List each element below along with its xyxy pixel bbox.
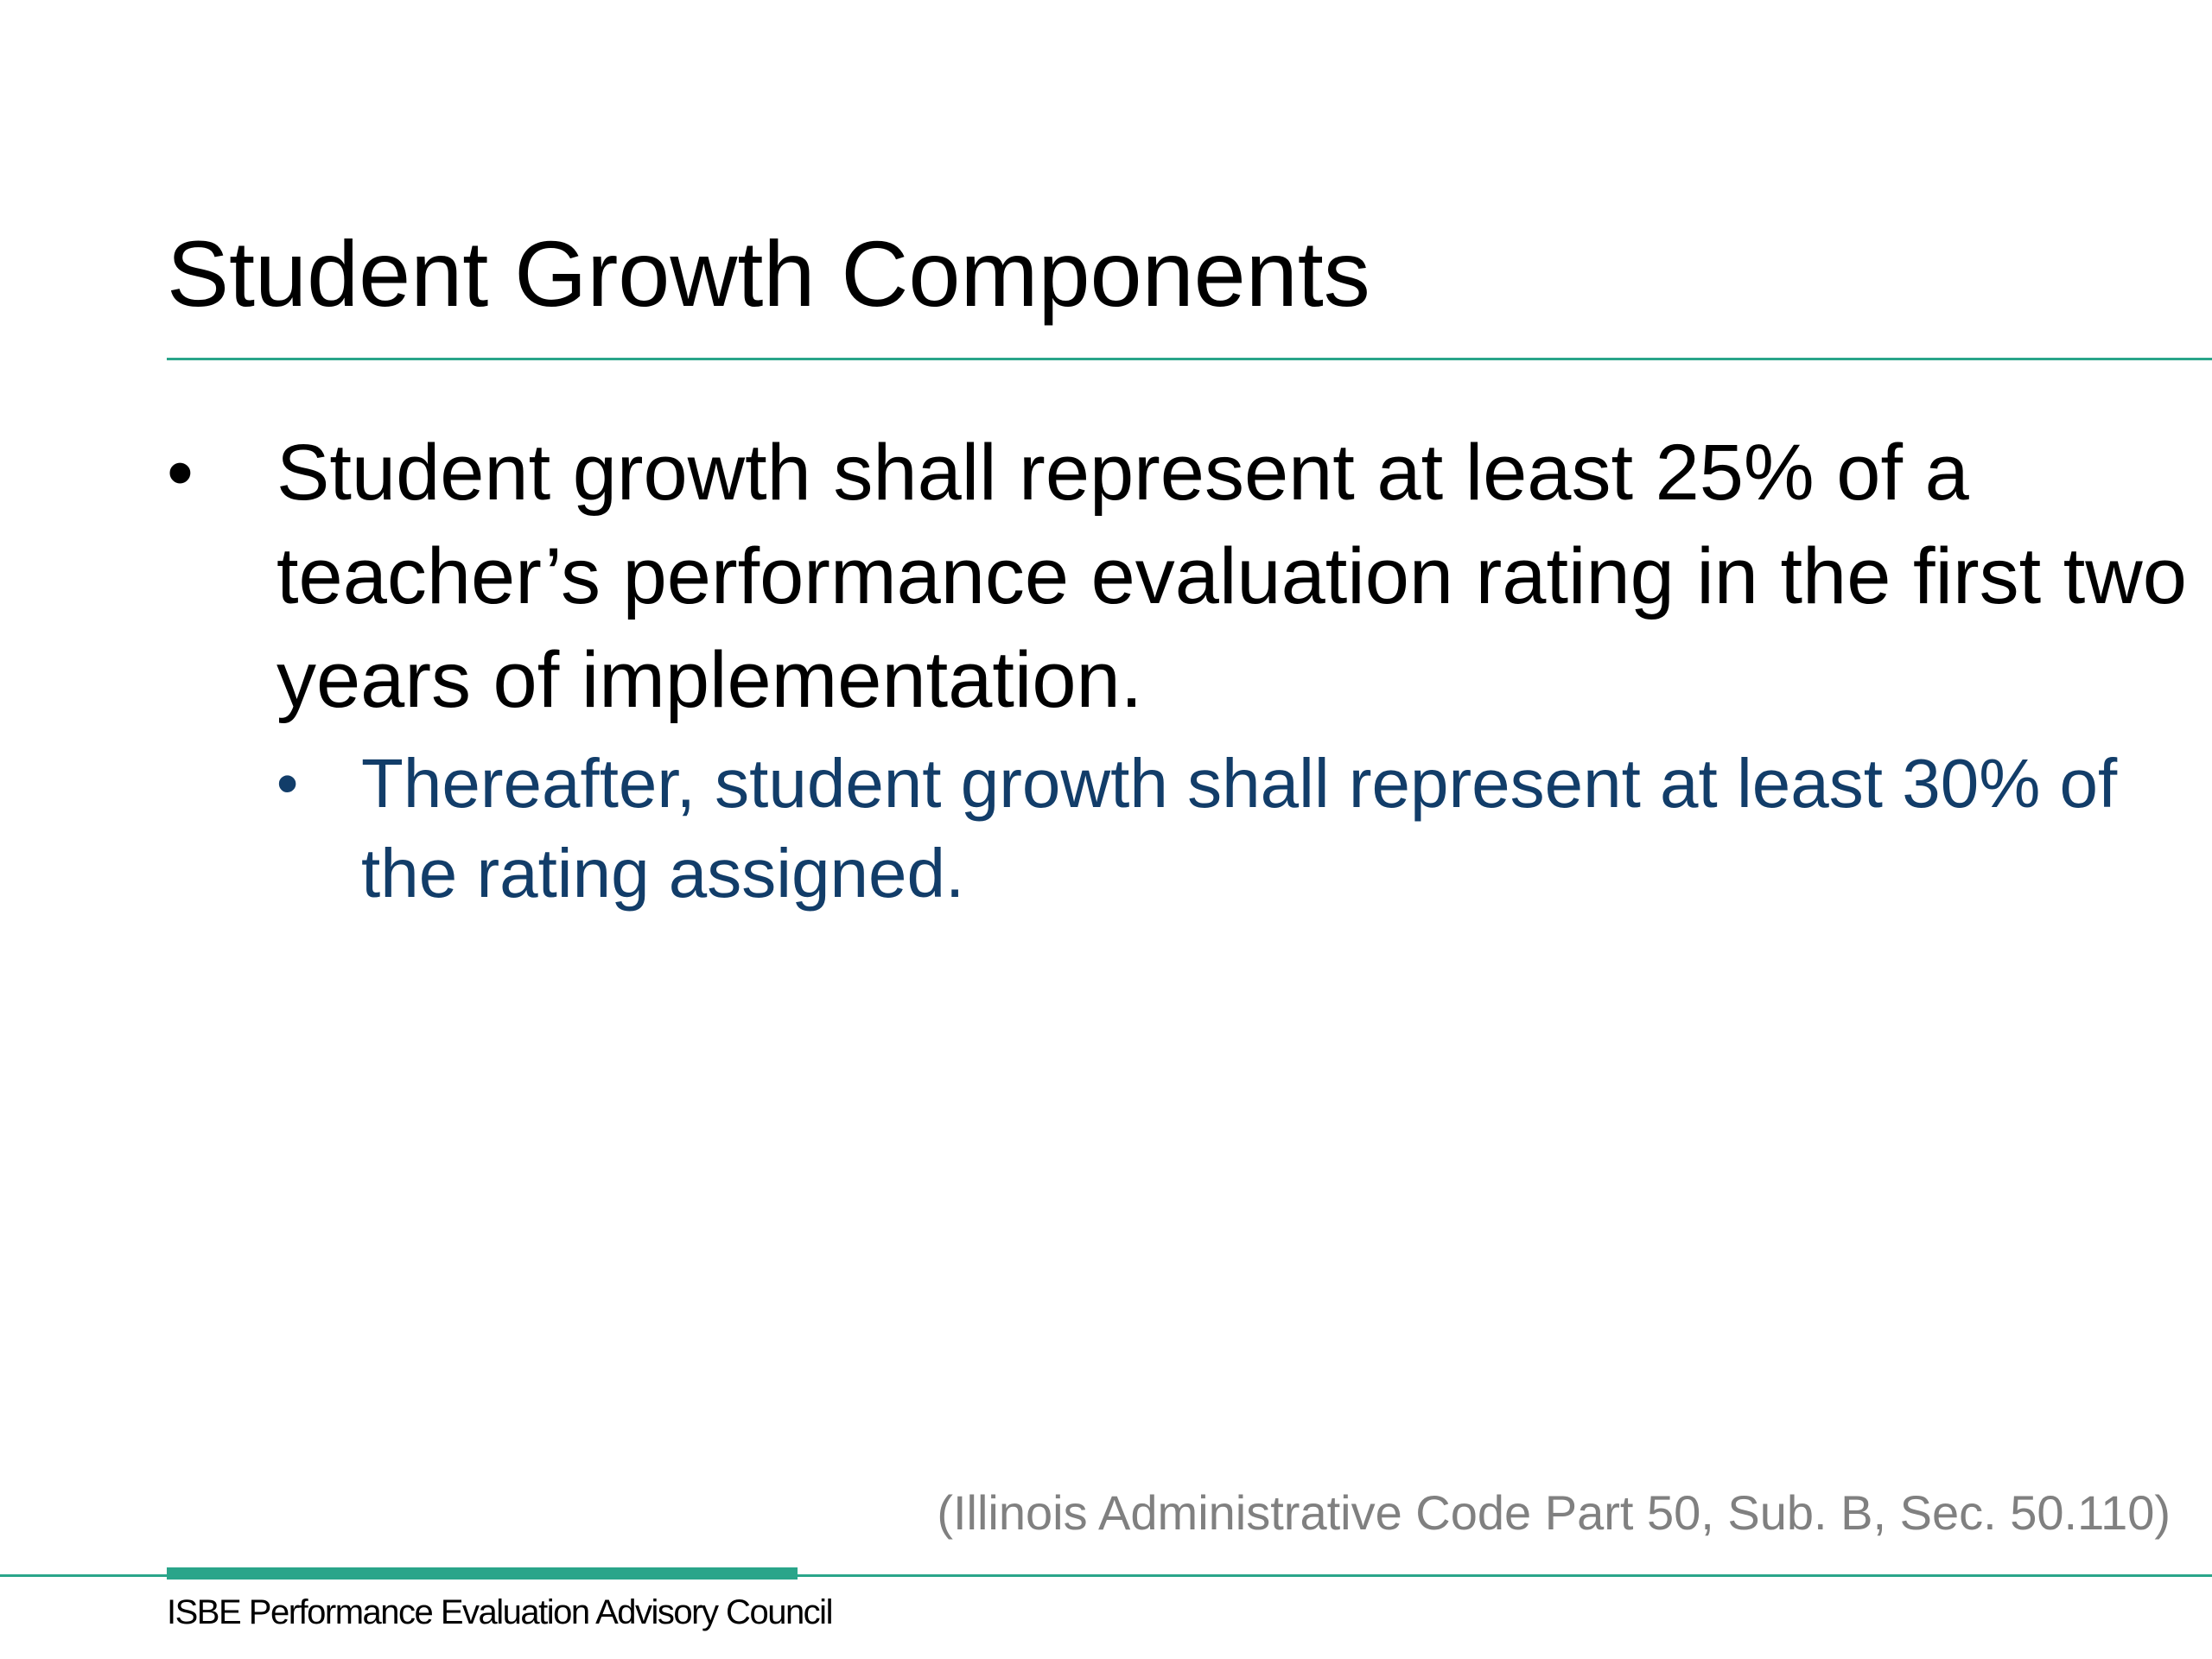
bullet-text: Student growth shall represent at least 25% of a teacher’s performance evaluation rating in the first two years of implementation. [276,429,2187,724]
title-divider [167,358,2212,360]
footer-organization: ISBE Performance Evaluation Advisory Council [167,1593,832,1631]
sub-bullet-text: Thereafter, student growth shall represent at least 30% of the rating assigned. [361,745,2118,912]
sub-bullet-marker: • [276,749,299,818]
citation: (Illinois Administrative Code Part 50, Sub. B, Sec. 50.110) [937,1485,2171,1540]
slide-title: Student Growth Components [167,221,1370,326]
bullet-marker: • [167,429,194,515]
footer-accent-bar [167,1567,798,1580]
